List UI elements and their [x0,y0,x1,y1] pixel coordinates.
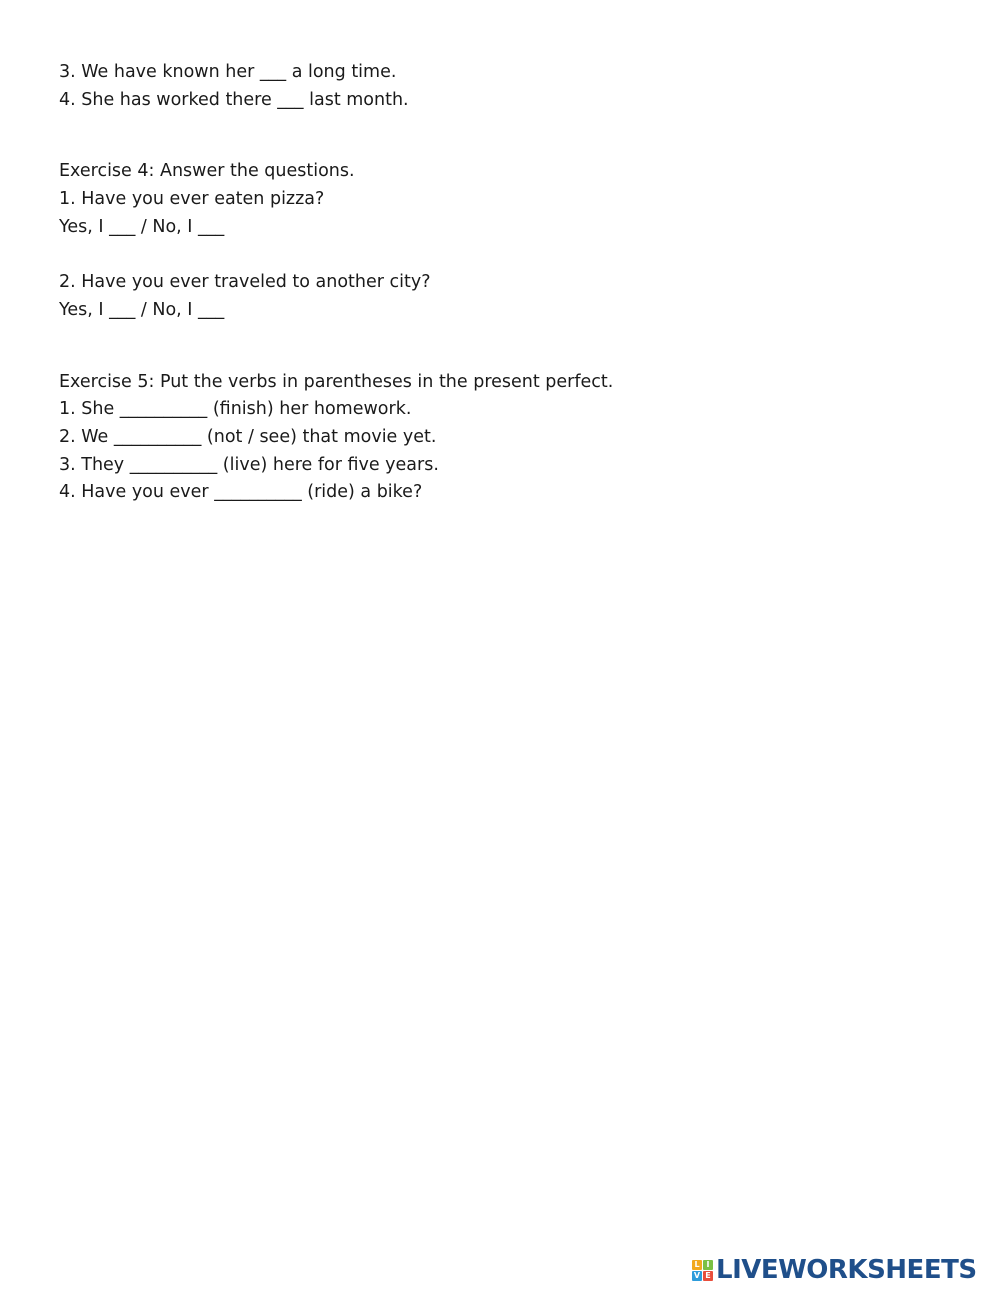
exercise4-question-1: 1. Have you ever eaten pizza? [59,189,325,209]
exercise5-item-3: 3. They __________ (live) here for five years. [59,455,439,475]
logo-text: LIVEWORKSHEETS [716,1255,977,1285]
exercise4-answer-2: Yes, I ___ / No, I ___ [59,300,225,320]
exercise4-answer-1: Yes, I ___ / No, I ___ [59,217,225,237]
exercise5-item-4: 4. Have you ever __________ (ride) a bike? [59,482,423,502]
logo-mark-letter-v: V [693,1270,701,1280]
exercise4-question-2: 2. Have you ever traveled to another city? [59,272,431,292]
exercise3-item-3: 3. We have known her ___ a long time. [59,62,397,82]
exercise5-item-2: 2. We __________ (not / see) that movie yet. [59,427,437,447]
liveworksheets-logo [692,1256,977,1284]
logo-mark-letter-l: L [692,1260,702,1270]
logo-mark-letter-i: I [703,1260,713,1270]
exercise5-title: Exercise 5: Put the verbs in parentheses in the present perfect. [59,372,614,392]
exercise3-item-4: 4. She has worked there ___ last month. [59,90,409,110]
exercise4-title: Exercise 4: Answer the questions. [59,161,355,181]
logo-mark-icon [692,1260,713,1281]
logo-mark-letter-e: E [703,1271,713,1281]
exercise5-item-1: 1. She __________ (finish) her homework. [59,399,412,419]
